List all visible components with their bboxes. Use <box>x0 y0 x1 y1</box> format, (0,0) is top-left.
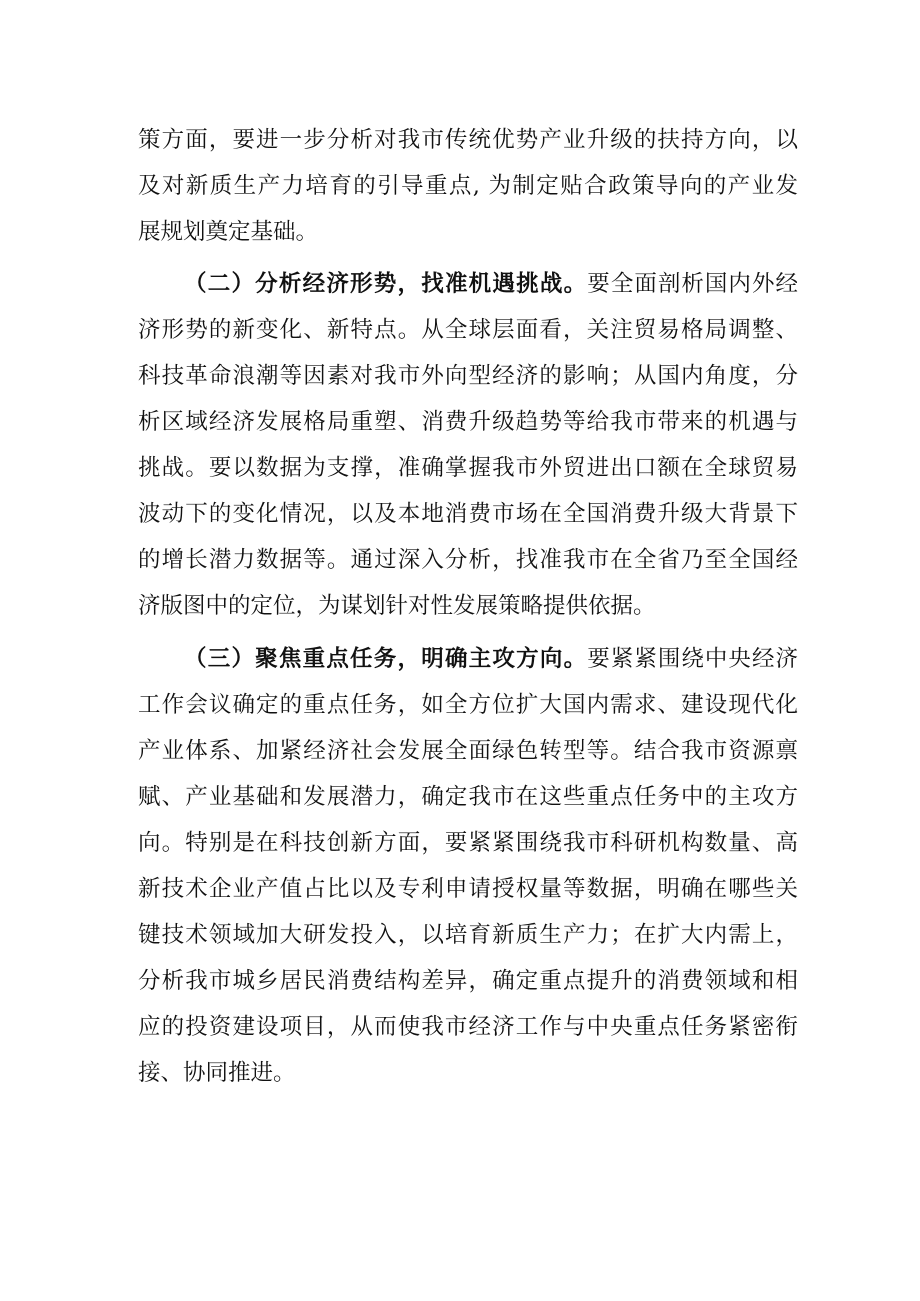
section-heading-2: （二）分析经济形势，找准机遇挑战。 <box>184 271 588 297</box>
paragraph-3-line-6: 新技术企业产值占比以及专利申请授权量等数据，明确在哪些关 <box>138 876 798 902</box>
paragraph-3-line-1 <box>184 639 798 679</box>
paragraph-2-line-6: 波动下的变化情况，以及本地消费市场在全国消费升级大背景下 <box>138 501 798 527</box>
paragraph-3-line-10: 接、协同推进。 <box>138 1060 296 1086</box>
paragraph-2-line-3: 科技革命浪潮等因素对我市外向型经济的影响；从国内角度，分 <box>138 363 798 389</box>
paragraph-2-line-2: 济形势的新变化、新特点。从全球层面看，关注贸易格局调整、 <box>138 317 798 343</box>
paragraph-2-line-8: 济版图中的定位，为谋划针对性发展策略提供依据。 <box>138 593 656 619</box>
paragraph-1-line-2: 及对新质生产力培育的引导重点, 为制定贴合政策导向的产业发 <box>138 173 798 199</box>
paragraph-3-line-9: 应的投资建设项目，从而使我市经济工作与中央重点任务紧密衔 <box>138 1014 798 1040</box>
section-heading-3: （三）聚焦重点任务，明确主攻方向。 <box>184 646 588 672</box>
paragraph-3-line-8: 分析我市城乡居民消费结构差异，确定重点提升的消费领域和相 <box>138 968 798 994</box>
paragraph-3-line-2: 工作会议确定的重点任务，如全方位扩大国内需求、建设现代化 <box>138 692 798 718</box>
paragraph-2-line-7: 的增长潜力数据等。通过深入分析，找准我市在全省乃至全国经 <box>138 547 798 573</box>
paragraph-3-line-4: 赋、产业基础和发展潜力，确定我市在这些重点任务中的主攻方 <box>138 784 798 810</box>
paragraph-3-line-7: 键技术领域加大研发投入，以培育新质生产力；在扩大内需上， <box>138 922 798 948</box>
paragraph-3-line-5: 向。特别是在科技创新方面，要紧紧围绕我市科研机构数量、高 <box>138 830 798 856</box>
paragraph-2-line-4: 析区域经济发展格局重塑、消费升级趋势等给我市带来的机遇与 <box>138 409 798 435</box>
paragraph-3-line-1-text: 要紧紧围绕中央经济 <box>587 646 798 672</box>
paragraph-2-line-1 <box>184 264 798 304</box>
paragraph-1-line-3: 展规划奠定基础。 <box>138 219 319 245</box>
paragraph-1-line-1: 策方面，要进一步分析对我市传统优势产业升级的扶持方向，以 <box>138 127 798 153</box>
paragraph-2-line-1-text: 要全面剖析国内外经 <box>587 271 798 297</box>
paragraph-3-line-3: 产业体系、加紧经济社会发展全面绿色转型等。结合我市资源禀 <box>138 738 798 764</box>
paragraph-2-line-5: 挑战。要以数据为支撑，准确掌握我市外贸进出口额在全球贸易 <box>138 455 798 481</box>
